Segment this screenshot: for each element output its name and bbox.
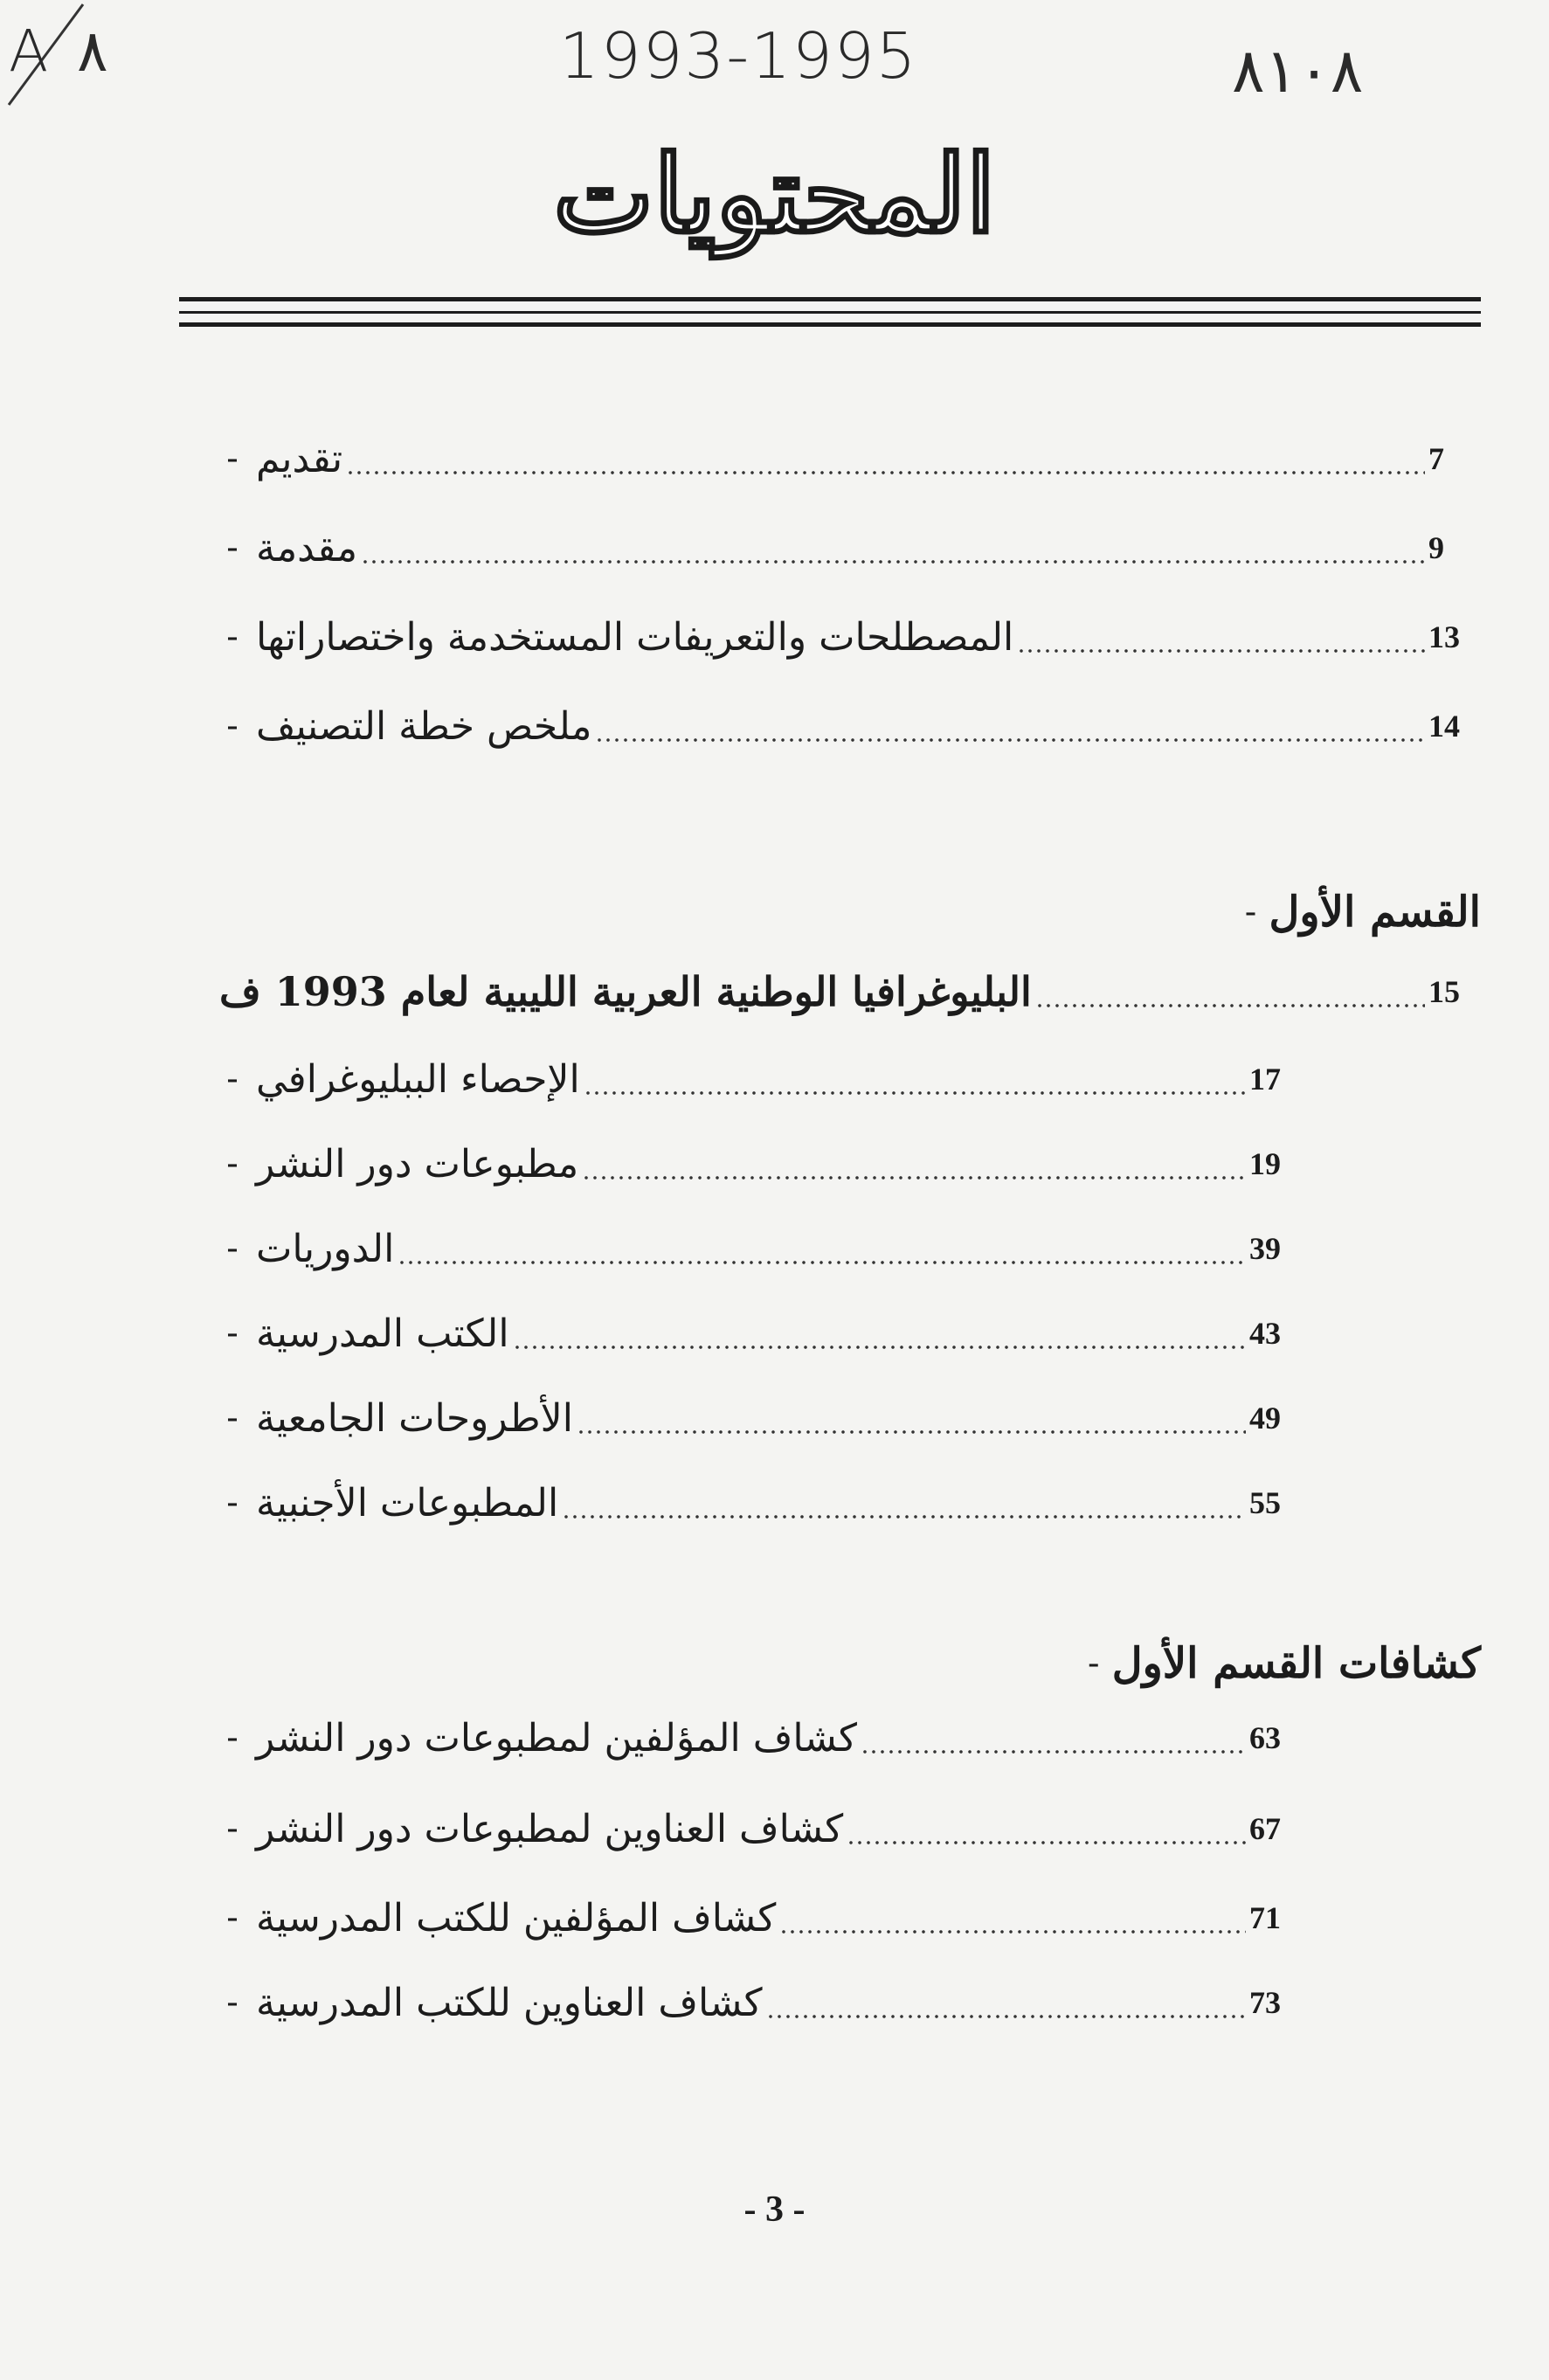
entry-label: تقديم <box>256 436 343 481</box>
toc-entry-national-bibliography-1993[interactable] <box>214 961 1481 1022</box>
dot-leader <box>582 1133 1246 1194</box>
entry-label: الأطروحات الجامعية <box>256 1395 573 1441</box>
entry-page-number: 55 <box>1249 1485 1281 1520</box>
entry-label: المطبوعات الأجنبية <box>256 1480 559 1526</box>
section-heading-label: كشافات القسم الأول <box>1111 1639 1481 1688</box>
entry-page-number: 63 <box>1249 1720 1281 1755</box>
toc-entry-introduction[interactable] <box>214 428 1481 489</box>
entry-page-number: 19 <box>1249 1146 1281 1181</box>
toc-index-authors-textbooks[interactable] <box>214 1887 1302 1948</box>
toc-subentry-statistics[interactable] <box>214 1048 1302 1110</box>
section-heading-indexes <box>1075 1629 1481 1699</box>
entry-page-number: 67 <box>1249 1811 1281 1846</box>
entry-page-number: 49 <box>1249 1401 1281 1436</box>
entry-page-number: 71 <box>1249 1900 1281 1935</box>
dot-leader <box>346 428 1425 489</box>
entry-dash: - <box>226 1809 239 1849</box>
toc-index-titles-textbooks[interactable] <box>214 1972 1302 2033</box>
page-number-footer: - 3 - <box>743 2190 806 2230</box>
entry-label: مطبوعات دور النشر <box>256 1141 579 1187</box>
toc-index-titles-publishers[interactable] <box>214 1798 1302 1859</box>
toc-subentry-textbooks[interactable] <box>214 1303 1302 1364</box>
toc-subentry-foreign-publications[interactable] <box>214 1472 1302 1533</box>
dot-leader <box>361 517 1425 578</box>
dot-leader <box>847 1798 1246 1859</box>
entry-label: كشاف المؤلفين للكتب المدرسية <box>256 1895 777 1941</box>
entry-label: المصطلحات والتعريفات المستخدمة واختصاراتها <box>256 614 1014 660</box>
dot-leader <box>1017 606 1425 668</box>
dot-leader <box>398 1218 1246 1279</box>
entry-dash: - <box>226 1228 239 1269</box>
entry-dash: - <box>226 1398 239 1438</box>
entry-page-number: 14 <box>1428 709 1460 744</box>
entry-label: الدوريات <box>256 1226 395 1271</box>
entry-dash: - <box>226 706 239 746</box>
handwritten-year-range: 1993-1995 <box>559 19 918 93</box>
entry-label: الكتب المدرسية <box>256 1311 509 1356</box>
dot-leader <box>562 1472 1246 1533</box>
entry-dash: - <box>226 1144 239 1184</box>
entry-dash: - <box>226 617 239 657</box>
entry-dash: - <box>226 1718 239 1758</box>
entry-label: الإحصاء الببليوغرافي <box>256 1056 580 1102</box>
entry-dash: - <box>226 1982 239 2023</box>
entry-page-number: 13 <box>1428 619 1460 654</box>
entry-dash: - <box>226 528 239 568</box>
entry-page-number: 17 <box>1249 1062 1281 1097</box>
entry-page-number: 43 <box>1249 1316 1281 1351</box>
entry-dash: - <box>226 1898 239 1938</box>
dot-leader <box>513 1303 1246 1364</box>
entry-label: ملخص خطة التصنيف <box>256 703 592 749</box>
handwritten-accession-number: ٨١٠٨ <box>1232 35 1364 107</box>
entry-label: كشاف العناوين لمطبوعات دور النشر <box>256 1806 844 1851</box>
toc-subentry-periodicals[interactable] <box>214 1218 1302 1279</box>
title-rule-middle <box>179 311 1481 314</box>
entry-dash: - <box>226 1313 239 1353</box>
section-heading-label: القسم الأول <box>1269 888 1481 937</box>
entry-label: البليوغرافيا الوطنية العربية الليبية لعام 1993 ف <box>219 968 1032 1015</box>
dot-leader <box>1035 961 1425 1022</box>
dot-leader <box>595 695 1425 757</box>
toc-entry-terms[interactable] <box>214 606 1481 668</box>
toc-subentry-publishers[interactable] <box>214 1133 1302 1194</box>
entry-page-number: 9 <box>1428 530 1444 565</box>
entry-dash: - <box>1087 1643 1100 1684</box>
entry-page-number: 73 <box>1249 1985 1281 2020</box>
dot-leader <box>861 1707 1246 1768</box>
entry-dash: - <box>226 1059 239 1099</box>
toc-entry-preface[interactable] <box>214 517 1481 578</box>
entry-page-number: 39 <box>1249 1231 1281 1266</box>
toc-entry-classification-summary[interactable] <box>214 695 1481 757</box>
dot-leader <box>766 1972 1246 2033</box>
entry-dash: - <box>226 439 239 479</box>
dot-leader <box>577 1387 1246 1449</box>
entry-page-number: 7 <box>1428 441 1444 476</box>
toc-subentry-theses[interactable] <box>214 1387 1302 1449</box>
title-rule-top <box>179 297 1481 301</box>
entry-dash: - <box>226 1483 239 1523</box>
entry-label: كشاف المؤلفين لمطبوعات دور النشر <box>256 1715 857 1761</box>
title-rule-bottom <box>179 322 1481 327</box>
entry-page-number: 15 <box>1428 974 1460 1009</box>
section-heading-part-one <box>1233 877 1481 947</box>
entry-dash: - <box>1244 892 1257 932</box>
entry-label: كشاف العناوين للكتب المدرسية <box>256 1980 763 2025</box>
page-title: المحتويات <box>553 131 996 257</box>
dot-leader <box>584 1048 1246 1110</box>
toc-index-authors-publishers[interactable] <box>214 1707 1302 1768</box>
dot-leader <box>779 1887 1246 1948</box>
entry-label: مقدمة <box>256 525 358 571</box>
handwritten-note-left: A ٨ <box>9 17 108 85</box>
